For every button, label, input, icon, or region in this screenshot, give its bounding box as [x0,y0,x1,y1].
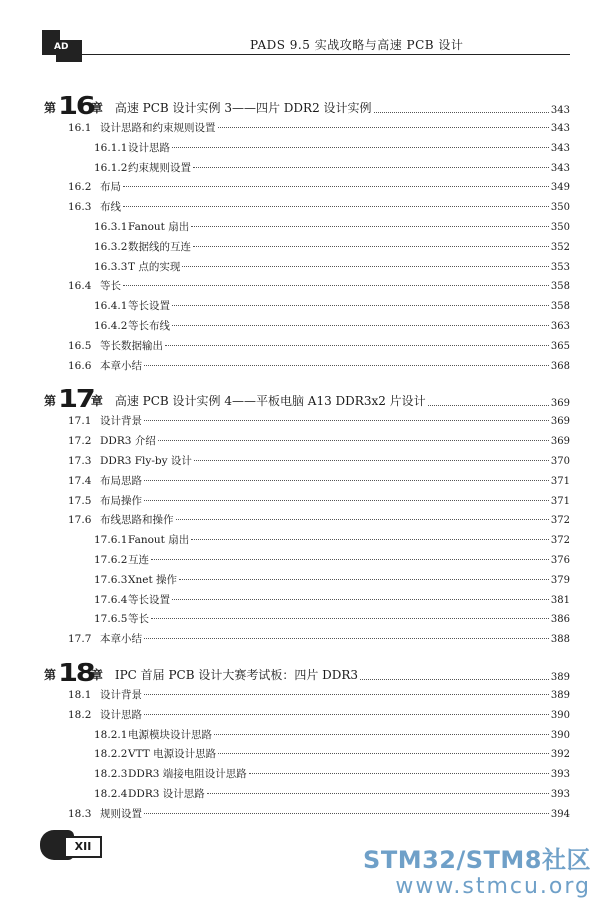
dot-leader [172,147,549,148]
entry-page: 369 [550,436,570,448]
dot-leader [123,206,549,207]
dot-leader [123,285,549,286]
subsection-entry [44,572,570,592]
entry-number: 16.3.1 [94,220,128,233]
section-entry [44,433,570,453]
entry-number: 17.6.3 [94,573,128,586]
watermark-title: STM32/STM8社区 [363,846,591,874]
chapter-title: IPC 首届 PCB 设计大赛考试板：四片 DDR3 [114,667,359,682]
dot-leader [144,694,549,695]
entry-page: 350 [550,202,570,214]
entry-number: 17.6.1 [94,534,128,547]
subsection-entry [44,259,570,279]
entry-number: 17.6.4 [94,593,128,606]
chapter-heading [44,657,570,685]
entry-page: 365 [550,340,570,352]
entry-number: 16.3.3 [94,260,128,273]
entry-page: 353 [550,261,570,273]
subsection-entry [44,318,570,338]
chapter-title: 高速 PCB 设计实例 4——平板电脑 A13 DDR3x2 片设计 [114,394,426,409]
entry-title: 设计思路 [128,141,170,154]
entry-title: DDR3 Fly-by 设计 [100,454,192,467]
dot-leader [144,714,549,715]
page-number-badge [40,826,102,862]
entry-title: 本章小结 [100,633,142,646]
chapter-page: 369 [550,398,570,410]
entry-page: 390 [550,709,570,721]
logo-text: AD [54,42,69,52]
entry-number: 17.2 [68,435,92,448]
subsection-entry [44,786,570,806]
subsection-entry [44,592,570,612]
dot-leader [193,246,549,247]
entry-page: 363 [550,320,570,332]
entry-number: 16.2 [68,181,92,194]
entry-page: 393 [550,769,570,781]
table-of-contents [44,84,570,826]
chapter-title: 高速 PCB 设计实例 3——四片 DDR2 设计实例 [114,101,372,115]
corner-logo [42,30,84,62]
section-entry [44,199,570,219]
entry-number: 17.7 [68,633,92,646]
entry-number: 16.1.1 [94,141,128,154]
entry-number: 18.2 [68,708,92,721]
dot-leader [151,618,549,619]
entry-page: 386 [550,614,570,626]
dot-leader [158,440,549,441]
entry-page: 393 [550,788,570,800]
watermark-url: www.stmcu.org [395,874,591,899]
entry-number: 17.5 [68,494,92,507]
entry-number: 17.6 [68,514,92,527]
entry-title: 规则设置 [100,807,142,820]
entry-number: 17.1 [68,415,92,428]
dot-leader [144,365,549,366]
entry-title: 数据线的互连 [128,240,191,253]
dot-leader [360,679,549,680]
entry-title: DDR3 设计思路 [128,787,205,800]
entry-number: 17.4 [68,474,92,487]
section-entry [44,512,570,532]
dot-leader [144,638,549,639]
entry-title: 等长数据输出 [100,339,163,352]
dot-leader [214,734,549,735]
chapter-suffix: 章 [90,394,103,409]
page-number: XII [64,836,102,858]
dot-leader [249,773,549,774]
entry-title: 等长设置 [128,300,170,313]
dot-leader [374,112,549,113]
entry-title: Fanout 扇出 [128,534,190,547]
dot-leader [144,480,549,481]
watermark [363,846,591,900]
entry-number: 18.2.3 [94,768,128,781]
section-entry [44,179,570,199]
entry-number: 18.2.1 [94,728,128,741]
dot-leader [151,559,549,560]
entry-number: 17.6.2 [94,553,128,566]
section-entry [44,707,570,727]
entry-number: 16.3 [68,201,92,214]
subsection-entry [44,746,570,766]
entry-page: 368 [550,360,570,372]
dot-leader [191,226,549,227]
entry-number: 16.1 [68,122,92,134]
dot-leader [123,186,549,187]
entry-title: 设计思路 [100,708,142,721]
entry-page: 358 [550,281,570,293]
subsection-entry [44,552,570,572]
subsection-entry [44,298,570,318]
entry-title: DDR3 介绍 [100,435,156,448]
section-entry [44,806,570,826]
section-entry [44,120,570,140]
dot-leader [182,266,549,267]
entry-number: 16.4 [68,280,92,293]
chapter-heading [44,90,570,118]
entry-title: 本章小结 [100,359,142,372]
subsection-entry [44,160,570,180]
dot-leader [176,519,549,520]
entry-number: 18.2.4 [94,787,128,800]
entry-page: 372 [550,515,570,527]
dot-leader [207,793,549,794]
subsection-entry [44,239,570,259]
section-entry [44,338,570,358]
dot-leader [218,127,549,128]
chapter-suffix: 章 [90,667,103,682]
entry-title: 约束规则设置 [128,161,191,174]
entry-page: 350 [550,221,570,233]
chapter-number: 18 [58,657,94,687]
entry-title: 等长 [100,280,121,293]
dot-leader [191,539,549,540]
entry-title: 等长布线 [128,319,170,332]
entry-title: 布线思路和操作 [100,514,174,527]
entry-number: 16.3.2 [94,240,128,253]
entry-title: 布局思路 [100,474,142,487]
running-header: PADS 9.5 实战攻略与高速 PCB 设计 [250,38,464,52]
dot-leader [194,460,549,461]
chapter-number: 16 [58,91,94,120]
dot-leader [172,599,549,600]
section-entry [44,358,570,378]
chapter-prefix: 第 [44,394,57,409]
entry-title: 等长 [128,613,149,626]
entry-page: 369 [550,416,570,428]
chapter-heading [44,383,570,414]
subsection-entry [44,219,570,239]
section-entry [44,473,570,493]
subsection-entry [44,140,570,160]
entry-page: 381 [550,594,570,606]
entry-number: 18.2.2 [94,748,128,761]
chapter-page: 389 [550,671,570,683]
dot-leader [218,753,549,754]
header-rule [42,54,570,55]
entry-number: 16.6 [68,359,92,372]
entry-page: 392 [550,749,570,761]
entry-page: 370 [550,455,570,467]
entry-number: 18.1 [68,688,92,701]
subsection-entry [44,611,570,631]
entry-number: 17.6.5 [94,613,128,626]
entry-title: 布局操作 [100,494,142,507]
entry-page: 371 [550,475,570,487]
entry-page: 352 [550,241,570,253]
entry-title: Fanout 扇出 [128,220,190,233]
entry-title: 设计背景 [100,688,142,701]
section-entry [44,453,570,473]
dot-leader [193,167,549,168]
entry-title: VTT 电源设计思路 [128,748,217,761]
entry-page: 343 [550,162,570,174]
entry-page: 389 [550,689,570,701]
chapter-suffix: 章 [90,101,103,115]
entry-page: 371 [550,495,570,507]
section-entry [44,493,570,513]
chapter-prefix: 第 [44,101,57,115]
entry-title: 设计思路和约束规则设置 [100,122,216,134]
entry-title: 布线 [100,201,121,214]
entry-number: 16.4.1 [94,300,128,313]
entry-page: 376 [550,554,570,566]
entry-title: 设计背景 [100,415,142,428]
entry-page: 343 [550,123,570,134]
entry-page: 343 [550,142,570,154]
subsection-entry [44,532,570,552]
entry-page: 358 [550,301,570,313]
subsection-entry [44,727,570,747]
dot-leader [165,345,549,346]
section-entry [44,631,570,651]
chapter-number: 17 [58,384,94,414]
section-entry [44,687,570,707]
entry-page: 390 [550,729,570,741]
entry-number: 16.1.2 [94,161,128,174]
entry-title: 布局 [100,181,121,194]
entry-number: 16.4.2 [94,319,128,332]
section-entry [44,413,570,433]
entry-page: 388 [550,634,570,646]
entry-title: Xnet 操作 [128,573,178,586]
section-entry [44,278,570,298]
entry-title: T 点的实现 [128,260,181,273]
dot-leader [428,405,549,406]
dot-leader [172,325,549,326]
chapter-page: 343 [550,105,570,116]
entry-page: 349 [550,182,570,194]
dot-leader [144,420,549,421]
entry-title: 等长设置 [128,593,170,606]
dot-leader [144,500,549,501]
entry-number: 17.3 [68,454,92,467]
entry-number: 18.3 [68,807,92,820]
subsection-entry [44,766,570,786]
entry-page: 372 [550,535,570,547]
entry-title: DDR3 端接电阻设计思路 [128,768,247,781]
entry-page: 394 [550,808,570,820]
dot-leader [144,813,549,814]
entry-page: 379 [550,574,570,586]
entry-title: 互连 [128,553,149,566]
dot-leader [179,579,549,580]
dot-leader [172,305,549,306]
entry-number: 16.5 [68,339,92,352]
entry-title: 电源模块设计思路 [128,728,212,741]
chapter-prefix: 第 [44,667,57,682]
